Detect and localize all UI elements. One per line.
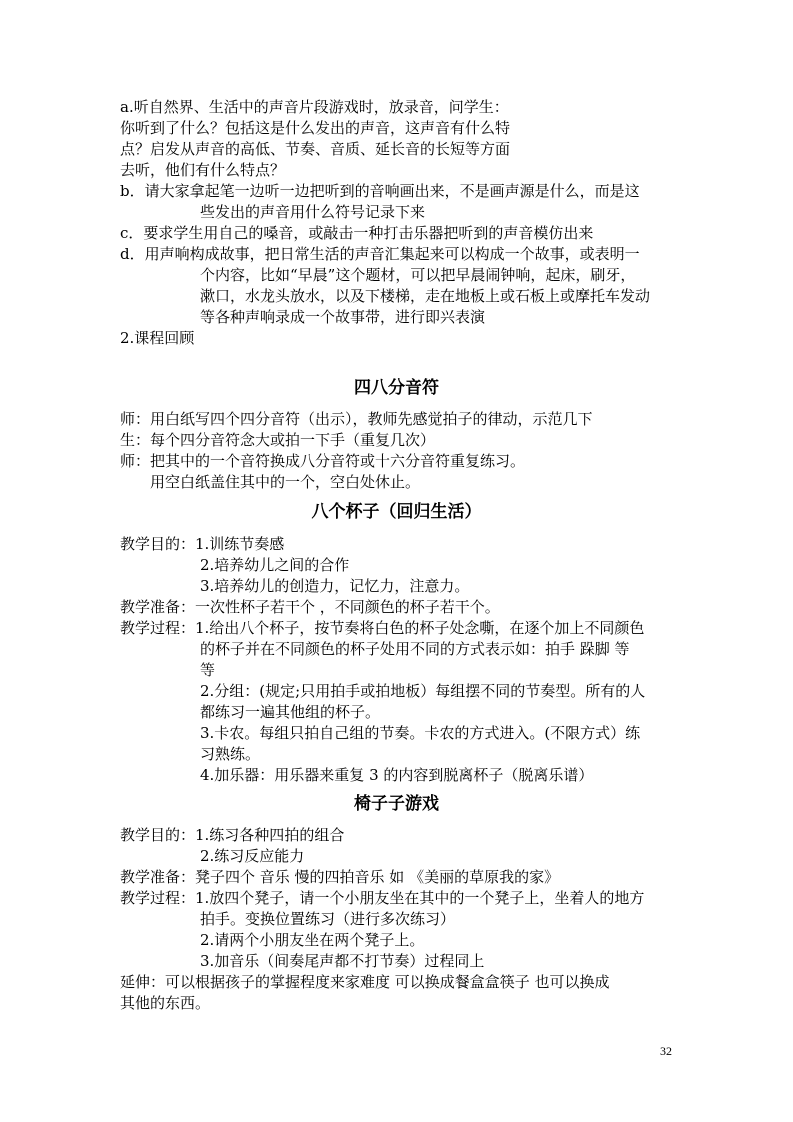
text-line: 习熟练。 — [200, 745, 261, 763]
text-line: 的杯子并在不同颜色的杯子处用不同的方式表示如：拍手 跺脚 等 — [200, 640, 630, 658]
text-line: 2.练习反应能力 — [200, 847, 305, 865]
text-line: 2.培养幼儿之间的合作 — [200, 556, 350, 574]
text-line: 3.卡农。每组只拍自己组的节奏。卡农的方式进入。(不限方式）练 — [200, 724, 641, 742]
text-line: 生：每个四分音符念大或拍一下手（重复几次） — [120, 431, 436, 449]
text-line: d．用声响构成故事，把日常生活的声音汇集起来可以构成一个故事，或表明一 — [120, 245, 640, 263]
text-line: 4.加乐器：用乐器来重复 3 的内容到脱离杯子（脱离乐谱） — [200, 766, 594, 784]
text-line: 师：用白纸写四个四分音符（出示），教师先感觉拍子的律动，示范几下 — [120, 410, 593, 428]
text-line: 些发出的声音用什么符号记录下来 — [200, 203, 426, 221]
text-line: 2.请两个小朋友坐在两个凳子上。 — [200, 931, 425, 949]
page-number: 32 — [660, 1044, 672, 1058]
section-heading: 四八分音符 — [354, 378, 439, 398]
text-line: 等 — [200, 661, 216, 679]
text-line: b．请大家拿起笔一边听一边把听到的音响画出来，不是画声源是什么，而是这 — [120, 182, 640, 200]
text-line: a.听自然界、生活中的声音片段游戏时，放录音，问学生： — [120, 98, 509, 116]
text-line: 教学准备：一次性杯子若干个 ，不同颜色的杯子若干个。 — [120, 598, 500, 616]
text-line: 拍手。变换位置练习（进行多次练习） — [200, 910, 456, 928]
text-line: c．要求学生用自己的嗓音，或敲击一种打击乐器把听到的声音模仿出来 — [120, 224, 594, 242]
text-line: 教学目的：1.训练节奏感 — [120, 535, 285, 553]
text-line: 教学过程：1.放四个凳子，请一个小朋友坐在其中的一个凳子上，坐着人的地方 — [120, 889, 645, 907]
text-line: 其他的东西。 — [120, 994, 211, 1012]
text-line: 点？启发从声音的高低、节奏、音质、延长音的长短等方面 — [120, 140, 511, 158]
text-line: 3.培养幼儿的创造力，记忆力，注意力。 — [200, 577, 470, 595]
section-heading: 椅子子游戏 — [354, 794, 439, 814]
text-line: 教学过程：1.给出八个杯子，按节奏将白色的杯子处念嘶，在逐个加上不同颜色 — [120, 619, 645, 637]
text-line: 教学准备：凳子四个 音乐 慢的四拍音乐 如 《美丽的草原我的家》 — [120, 868, 560, 886]
text-line: 用空白纸盖住其中的一个，空白处休止。 — [150, 473, 421, 491]
text-line: 3.加音乐（间奏尾声都不打节奏）过程同上 — [200, 952, 485, 970]
text-line: 等各种声响录成一个故事带，进行即兴表演 — [200, 308, 486, 326]
text-line: 2.分组：(规定;只用拍手或拍地板）每组摆不同的节奏型。所有的人 — [200, 682, 646, 700]
text-line: 去听，他们有什么特点？ — [120, 161, 286, 179]
section-heading: 八个杯子（回归生活） — [311, 502, 482, 522]
text-line: 师：把其中的一个音符换成八分音符或十六分音符重复练习。 — [120, 452, 526, 470]
text-line: 2.课程回顾 — [120, 329, 195, 347]
text-line: 都练习一遍其他组的杯子。 — [200, 703, 381, 721]
text-line: 延伸：可以根据孩子的掌握程度来家难度 可以换成餐盒盒筷子 也可以换成 — [120, 973, 610, 991]
text-line: 你听到了什么？包括这是什么发出的声音，这声音有什么特 — [120, 119, 511, 137]
text-line: 教学目的：1.练习各种四拍的组合 — [120, 826, 345, 844]
text-line: 漱口，水龙头放水，以及下楼梯，走在地板上或石板上或摩托车发动 — [200, 287, 651, 305]
text-line: 个内容，比如“早晨”这个题材，可以把早晨闹钟响，起床，刷牙， — [200, 266, 636, 284]
